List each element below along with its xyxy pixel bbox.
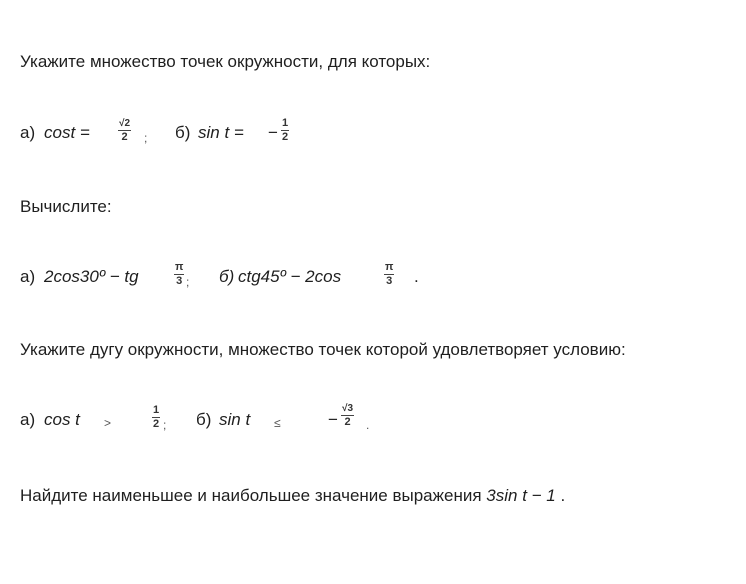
- fraction-denominator: 2: [344, 416, 351, 428]
- task4-expression: 3sin t − 1: [486, 486, 556, 505]
- fraction-denominator: 3: [176, 275, 183, 287]
- task2-b-fraction: [384, 262, 394, 287]
- task2-heading: Вычислите:: [20, 197, 112, 216]
- fraction-numerator: 1: [153, 404, 160, 416]
- task1-b-fraction: [281, 118, 289, 143]
- task2-a-label: а): [20, 267, 36, 286]
- fraction-numerator: π: [175, 261, 184, 273]
- fraction-denominator: 3: [386, 275, 393, 287]
- task1-b-minus: −: [268, 123, 278, 142]
- fraction-denominator: 2: [153, 418, 160, 430]
- fraction-numerator: π: [385, 261, 394, 273]
- task3-a-separator: ;: [163, 418, 167, 432]
- task3-b-minus: −: [328, 410, 338, 429]
- task2-a-fraction: [174, 262, 184, 287]
- fraction-numerator: 1: [282, 117, 289, 129]
- task3-b-label: б): [196, 410, 212, 429]
- task3-a-expression: cos t: [44, 410, 80, 429]
- task3-b-sign: ≤: [274, 416, 281, 430]
- task3-a-fraction: [152, 405, 160, 430]
- task1-a-label: а): [20, 123, 36, 142]
- task1-b-expression: sin t =: [198, 123, 244, 142]
- task4-text: Найдите наименьшее и наибольшее значение выражения: [20, 486, 482, 505]
- task1-b-label: б): [175, 123, 191, 142]
- task2-b-expression: ctg45º − 2cos: [238, 267, 342, 286]
- task3-a-label: а): [20, 410, 36, 429]
- fraction-numerator: √3: [342, 403, 354, 414]
- task3-b-expression: sin t: [219, 410, 251, 429]
- task4-end: .: [560, 486, 566, 505]
- task2-b-end: .: [414, 267, 419, 286]
- task3-b-fraction: [341, 403, 354, 428]
- task3-a-sign: >: [104, 416, 112, 430]
- task1-a-separator: ;: [144, 131, 148, 145]
- task3-heading: Укажите дугу окружности, множество точек которой удовлетворяет условию:: [20, 340, 626, 359]
- fraction-denominator: 2: [282, 131, 289, 143]
- task4-line: [20, 486, 565, 506]
- task2-a-separator: ;: [186, 275, 190, 289]
- task2-a-expression: 2cos30º − tg: [44, 267, 139, 286]
- task1-heading: Укажите множество точек окружности, для которых:: [20, 52, 431, 71]
- task2-b-label: б): [219, 267, 235, 286]
- fraction-denominator: 2: [121, 131, 128, 143]
- fraction-numerator: √2: [119, 118, 131, 129]
- task1-a-fraction: [118, 118, 131, 143]
- task3-b-end: .: [366, 418, 370, 432]
- task1-a-expression: cost =: [44, 123, 90, 142]
